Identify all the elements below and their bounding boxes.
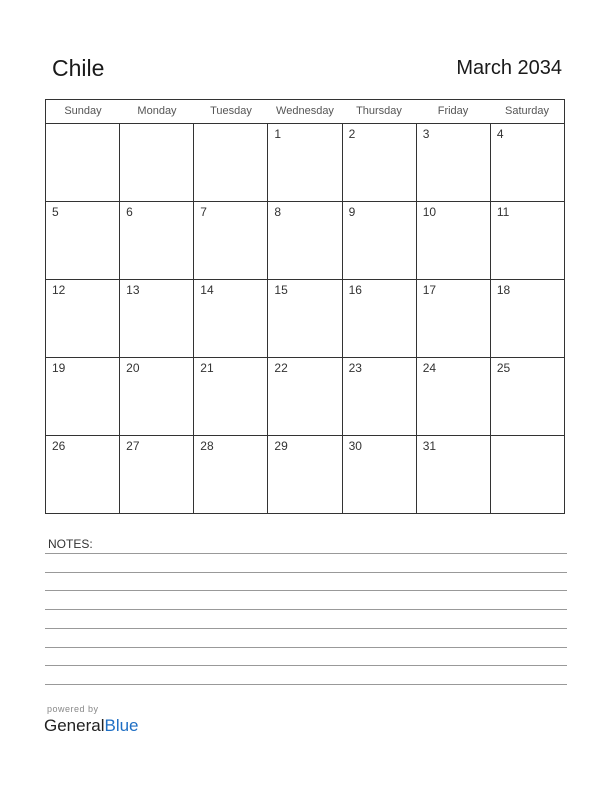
day-cell xyxy=(46,436,120,513)
note-line xyxy=(45,572,567,573)
day-number: 24 xyxy=(422,361,437,375)
day-number: 16 xyxy=(348,283,362,297)
weekday-label: Monday xyxy=(137,105,177,117)
day-cell xyxy=(46,280,120,357)
day-cell xyxy=(46,202,120,279)
day-number: 26 xyxy=(52,439,66,453)
weekday-label: Wednesday xyxy=(276,105,334,117)
note-line xyxy=(45,647,567,648)
brand-blue: Blue xyxy=(104,716,139,735)
day-number: 2 xyxy=(348,127,356,141)
day-number: 4 xyxy=(496,127,504,141)
day-cell xyxy=(268,202,342,279)
note-line xyxy=(45,590,567,591)
day-number: 25 xyxy=(496,361,511,375)
day-cell xyxy=(343,436,417,513)
day-cell xyxy=(120,358,194,435)
note-line xyxy=(45,628,567,629)
day-number: 17 xyxy=(422,283,437,297)
note-line xyxy=(45,553,567,554)
country-title: Chile xyxy=(52,55,105,81)
day-cell xyxy=(194,358,268,435)
day-number: 30 xyxy=(348,439,362,453)
day-number: 13 xyxy=(126,283,140,297)
day-number: 28 xyxy=(200,439,214,453)
powered-by-text: powered by xyxy=(47,704,99,714)
note-line xyxy=(45,665,567,666)
day-cell xyxy=(417,202,491,279)
week-row xyxy=(46,124,564,202)
day-number: 6 xyxy=(126,205,133,219)
day-number: 10 xyxy=(422,205,437,219)
day-cell xyxy=(46,124,120,201)
week-row xyxy=(46,436,564,513)
day-cell xyxy=(343,280,417,357)
day-number: 31 xyxy=(422,439,437,453)
day-cell xyxy=(268,280,342,357)
day-cell xyxy=(417,436,491,513)
day-cell xyxy=(491,358,564,435)
calendar-grid xyxy=(45,99,565,514)
day-cell xyxy=(194,124,268,201)
day-number: 3 xyxy=(422,127,430,141)
brand-general: General xyxy=(44,716,105,735)
week-row xyxy=(46,280,564,358)
day-cell xyxy=(343,202,417,279)
day-number: 8 xyxy=(274,205,282,219)
day-cell xyxy=(120,124,194,201)
day-cell xyxy=(343,358,417,435)
day-cell xyxy=(343,124,417,201)
day-number: 12 xyxy=(52,283,66,297)
day-cell xyxy=(268,124,342,201)
day-cell xyxy=(491,202,564,279)
day-cell xyxy=(194,280,268,357)
day-number: 1 xyxy=(274,127,282,141)
day-number: 23 xyxy=(348,361,362,375)
generalblue-logo xyxy=(44,716,139,736)
week-row xyxy=(46,358,564,436)
day-cell xyxy=(120,202,194,279)
day-number: 7 xyxy=(200,205,207,219)
weekday-label: Thursday xyxy=(356,105,402,117)
day-number: 27 xyxy=(126,439,140,453)
weekday-label: Friday xyxy=(437,105,469,117)
weekday-label: Tuesday xyxy=(210,105,252,117)
day-cell xyxy=(46,358,120,435)
day-number: 14 xyxy=(200,283,214,297)
day-cell xyxy=(417,280,491,357)
day-cell xyxy=(491,280,564,357)
weekday-header xyxy=(46,100,564,124)
day-number: 11 xyxy=(496,205,510,219)
day-cell xyxy=(417,124,491,201)
day-number: 9 xyxy=(348,205,356,219)
weekday-label: Saturday xyxy=(504,105,550,117)
month-year-title: March 2034 xyxy=(456,57,562,79)
day-cell xyxy=(491,124,564,201)
weekday-label: Sunday xyxy=(64,105,102,117)
note-line xyxy=(45,609,567,610)
note-line xyxy=(45,684,567,685)
day-cell xyxy=(491,436,564,513)
day-cell xyxy=(268,358,342,435)
week-row xyxy=(46,202,564,280)
notes-label: NOTES: xyxy=(48,537,93,551)
day-cell xyxy=(268,436,342,513)
day-number: 15 xyxy=(274,283,288,297)
day-cell xyxy=(120,280,194,357)
day-cell xyxy=(120,436,194,513)
day-number: 20 xyxy=(126,361,140,375)
day-number: 19 xyxy=(52,361,66,375)
day-cell xyxy=(194,436,268,513)
day-number: 21 xyxy=(200,361,214,375)
day-number: 22 xyxy=(274,361,288,375)
day-number: 5 xyxy=(52,205,59,219)
day-cell xyxy=(194,202,268,279)
day-number: 29 xyxy=(274,439,288,453)
day-cell xyxy=(417,358,491,435)
day-number: 18 xyxy=(496,283,511,297)
